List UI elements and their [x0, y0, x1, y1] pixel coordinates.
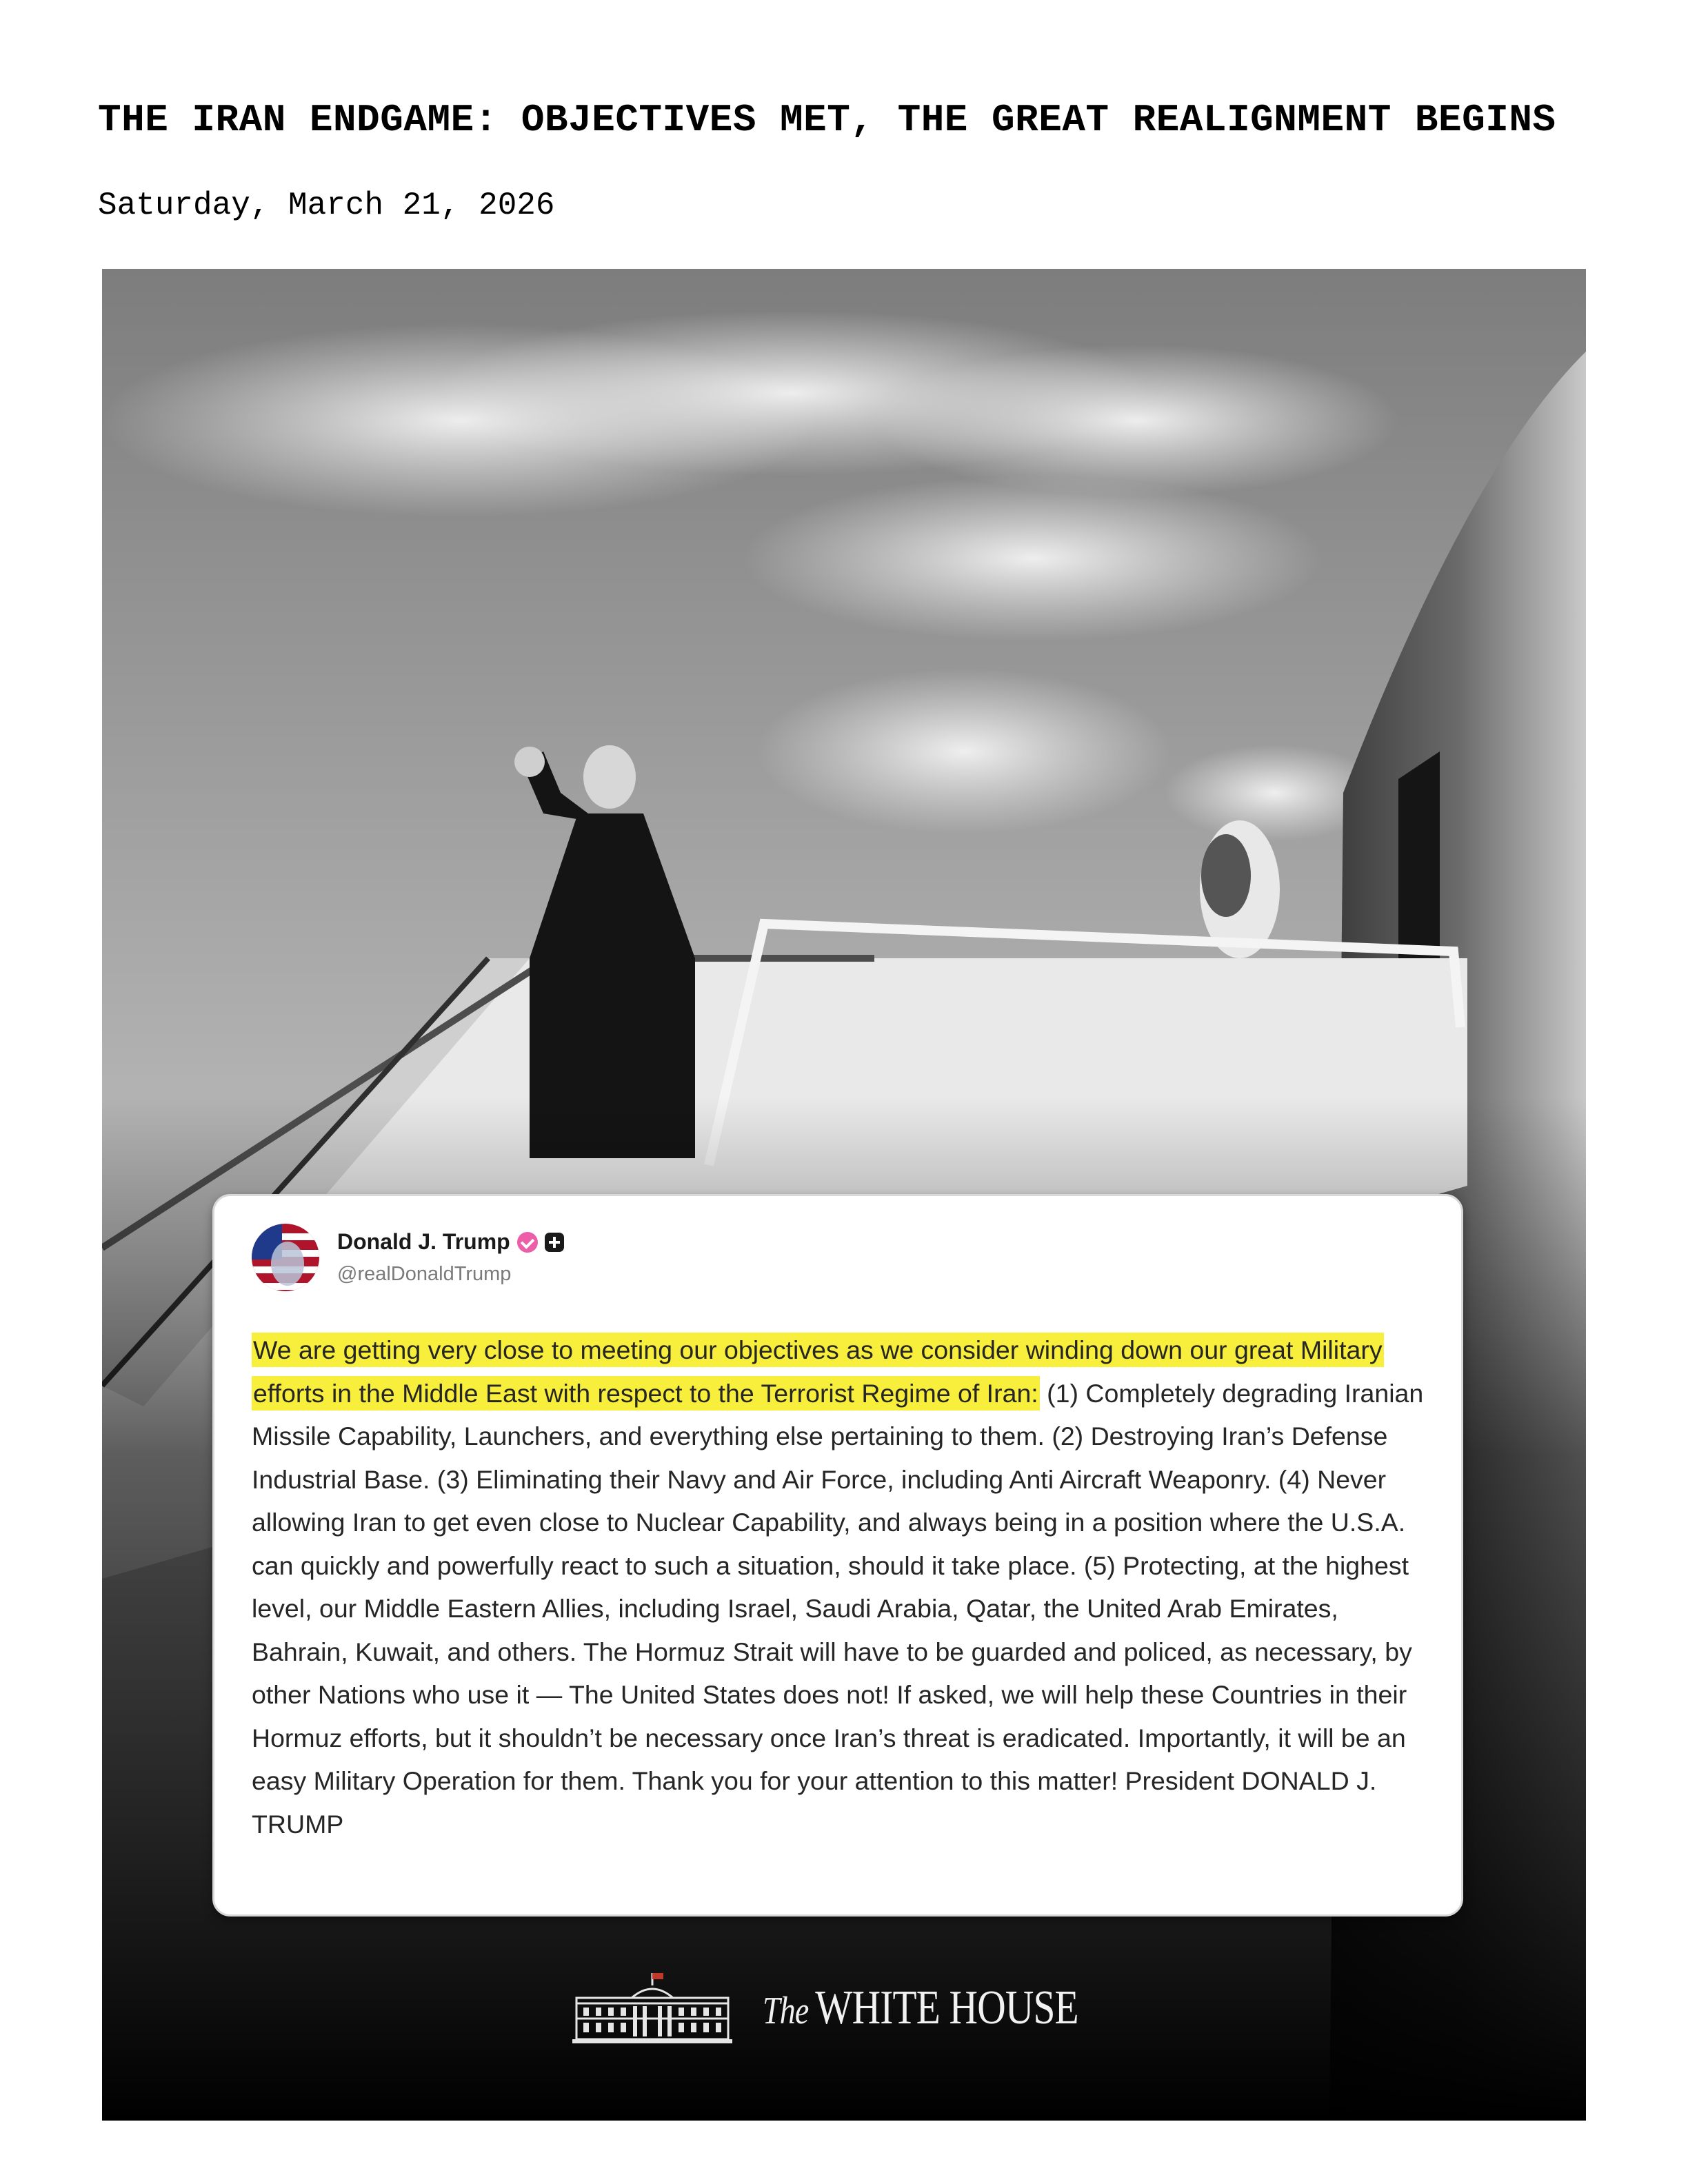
document-date: Saturday, March 21, 2026: [98, 188, 555, 223]
press-photo: [102, 269, 1586, 2121]
post-body: [252, 1328, 1438, 1846]
avatar[interactable]: [252, 1224, 319, 1291]
highlighted-text: We are getting very close to meeting our objectives as we consider winding down our great Military efforts in the Middle East with respect to the Terrorist Regime of Iran:: [252, 1333, 1384, 1410]
author-name[interactable]: Donald J. Trump: [337, 1229, 510, 1254]
white-house-logo: [572, 1970, 1147, 2046]
social-post-card: [212, 1194, 1463, 1917]
avatar-flag-portrait-icon: [252, 1224, 319, 1291]
author-name-row: [337, 1229, 564, 1255]
white-house-building-icon: [572, 1970, 732, 2046]
verified-check-icon: [517, 1232, 538, 1253]
document-title: THE IRAN ENDGAME: OBJECTIVES MET, THE GREAT REALIGNMENT BEGINS: [98, 98, 1556, 142]
wordmark-the: The: [763, 1990, 809, 2032]
author-handle[interactable]: @realDonaldTrump: [337, 1263, 512, 1285]
post-text: (1) Completely degrading Iranian Missile Capability, Launchers, and everything else pertaining to them. (2) Destroying Iran’s Defense Industrial Base. (3) Eliminating their Navy and Air Force, including Anti Aircraft Weaponry. (4) Never allowing Iran to get even close to Nuclear Capability, and always being in a position where the U.S.A. can quickly and powerfully react to such a situation, should it take place. (5) Protecting, at the highest level, our Middle Eastern Allies, including Israel, Saudi Arabia, Qatar, the United Arab Emirates, Bahrain, Kuwait, and others. The Hormuz Strait will have to be guarded and policed, as necessary, by other Nations who use it — The United States does not! If asked, we will help these Countries in their Hormuz efforts, but it shouldn’t be necessary once Iran’s threat is eradicated. Importantly, it will be an easy Military Operation for them. Thank you for your attention to this matter! President DONALD J. TRUMP: [252, 1378, 1424, 1839]
wordmark-white-house: WHITE HOUSE: [815, 1981, 1078, 2034]
white-house-wordmark: [763, 1981, 1078, 2036]
plus-square-icon: [545, 1233, 564, 1252]
